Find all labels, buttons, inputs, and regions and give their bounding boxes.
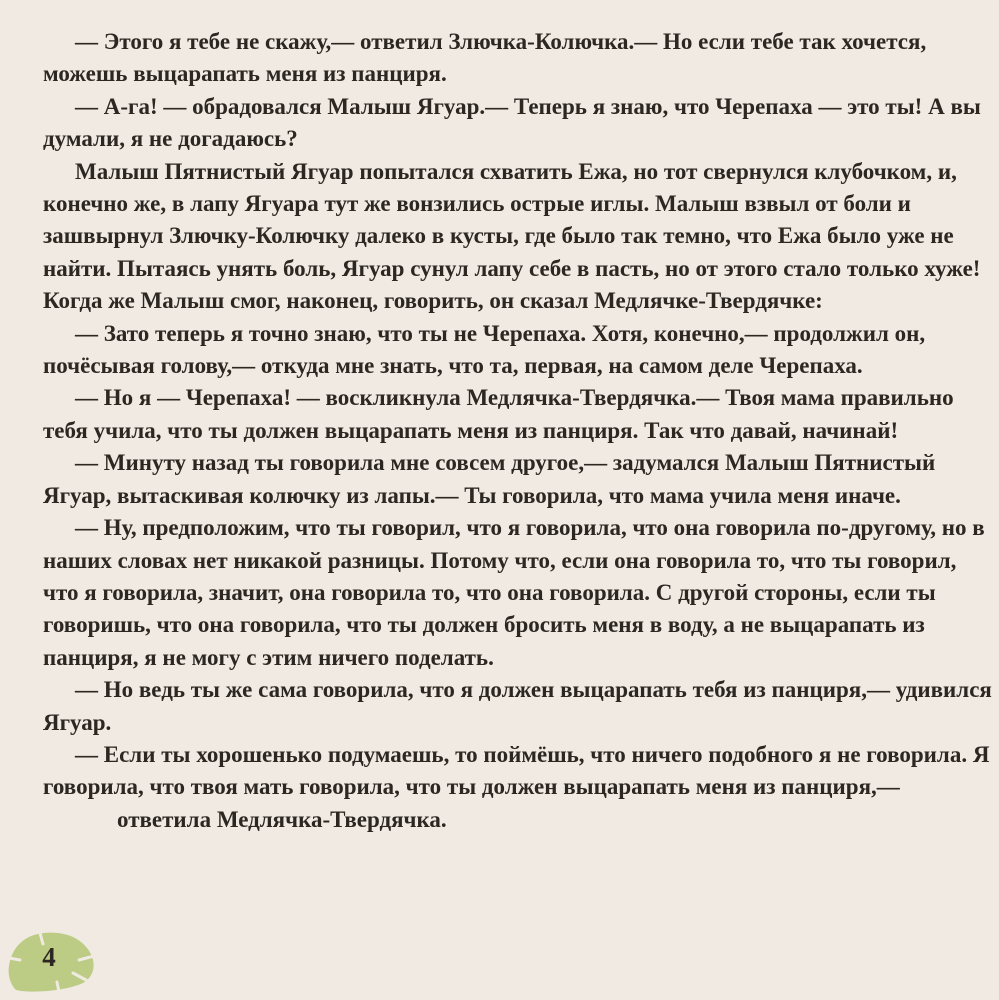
paragraph-2: — А-га! — обрадовался Малыш Ягуар.— Теперь я знаю, что Черепаха — это ты! А вы думали, я не догадаюсь? bbox=[43, 93, 981, 152]
paragraph-6: — Минуту назад ты говорила мне совсем другое,— задумался Малыш Пятнистый Ягуар, вытаскивая колючку из лапы.— Ты говорила, что мама учила меня иначе. bbox=[43, 450, 936, 508]
paragraph-9: — Если ты хорошенько подумаешь, то поймёшь, что ничего подобного я не говорила. Я говорила, что твоя мать говорила, что ты должен выцарапать меня из панциря,— ответила Медлячка-Твердячка. bbox=[43, 741, 990, 832]
paragraph-4: — Зато теперь я точно знаю, что ты не Черепаха. Хотя, конечно,— продолжил он, почёсывая голову,— откуда мне знать, что та, первая, на самом деле Черепаха. bbox=[43, 320, 926, 379]
paragraph-8: — Но ведь ты же сама говорила, что я должен выцарапать тебя из панциря,— удивился Ягуар. bbox=[43, 677, 992, 735]
page-number: 4 bbox=[42, 942, 56, 972]
paragraph-7: — Ну, предположим, что ты говорил, что я говорила, что она говорила по-другому, но в наших словах нет никакой разницы. Потому что, если она говорила то, что ты говорил, что я говорила, значит, она говорила то, что она говорила. С другой стороны, если ты говоришь, что она говорила, что ты должен бросить меня в воду, а не выцарапать из панциря, я не могу с этим ничего поделать. bbox=[43, 515, 985, 670]
story-text bbox=[43, 26, 993, 837]
paragraph-5: — Но я — Черепаха! — воскликнула Медлячка-Твердячка.— Твоя мама правильно тебя учила, что ты должен выцарапать меня из панциря. Так что давай, начинай! bbox=[43, 385, 954, 443]
page-number-leaf bbox=[7, 931, 101, 993]
paragraph-3: Малыш Пятнистый Ягуар попытался схватить Ежа, но тот свернулся клубочком, и, конечно же, в лапу Ягуара тут же вонзились острые иглы. Малыш взвыл от боли и зашвырнул Злючку-Колючку далеко в кусты, где было так темно, что Ежа было уже не найти. Пытаясь унять боль, Ягуар сунул лапу себе в пасть, но от этого стало только хуже! Когда же Малыш смог, наконец, говорить, он сказал Медлячке-Твердячке: bbox=[43, 158, 981, 314]
paragraph-1: — Этого я тебе не скажу,— ответил Злючка-Колючка.— Но если тебе так хочется, можешь выцарапать меня из панциря. bbox=[43, 29, 927, 87]
